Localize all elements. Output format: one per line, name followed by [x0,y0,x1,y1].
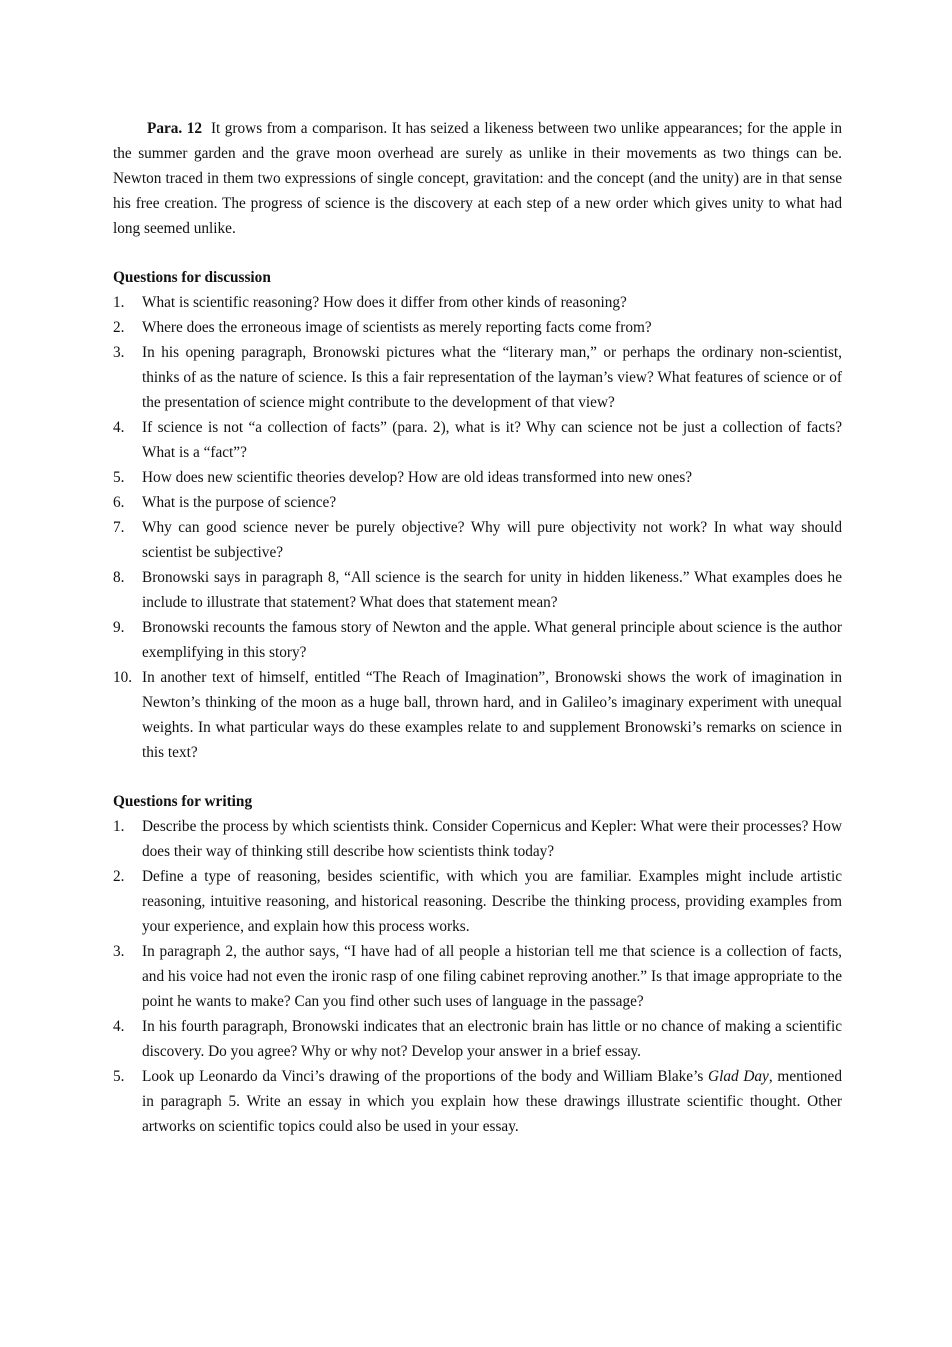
item-text-before: Look up Leonardo da Vinci’s drawing of the proportions of the body and William Blake’s [142,1068,709,1085]
item-number: 4. [113,1018,125,1035]
item-number: 9. [113,619,125,636]
item-text-after: , mentioned in paragraph 5. Write an essay in which you explain how these drawings illustrate scientific thought. Other artworks on scientific topics could also be used in your essay. [142,1068,842,1135]
item-number: 6. [113,494,125,511]
list-item [113,814,842,864]
list-item [113,615,842,665]
item-text: In another text of himself, entitled “The Reach of Imagination”, Bronowski shows the work of imagination in Newton’s thinking of the moon as a huge ball, thrown hard, and in Galileo’s imaginary experiment with unequal weights. In what particular ways do these examples relate to and supplement Bronowski’s remarks on science in this text? [142,669,842,761]
item-number: 1. [113,818,125,835]
item-number: 3. [113,943,125,960]
item-text: Why can good science never be purely objective? Why will pure objectivity not work? In what way should scientist be subjective? [142,519,842,561]
item-text: Bronowski recounts the famous story of Newton and the apple. What general principle about science is the author exemplifying in this story? [142,619,842,661]
list-item [113,864,842,939]
item-number: 10. [113,669,133,686]
item-number: 5. [113,1068,125,1085]
item-text: Bronowski says in paragraph 8, “All science is the search for unity in hidden likeness.” What examples does he include to illustrate that statement? What does that statement mean? [142,569,842,611]
item-text: How does new scientific theories develop? How are old ideas transformed into new ones? [142,469,693,486]
document-page [113,116,842,1139]
writing-heading: Questions for writing [113,793,253,810]
item-text: If science is not “a collection of facts” (para. 2), what is it? Why can science not be just a collection of facts? What is a “fact”? [142,419,842,461]
item-number: 2. [113,319,125,336]
list-item [113,1014,842,1064]
item-text: Define a type of reasoning, besides scientific, with which you are familiar. Examples might include artistic reasoning, intuitive reasoning, and historical reasoning. Describe the thinking process, providing examples from your experience, and explain how this process works. [142,868,842,935]
list-item [113,315,842,340]
item-text: What is the purpose of science? [142,494,337,511]
item-number: 4. [113,419,125,436]
item-number: 8. [113,569,125,586]
list-item [113,1064,842,1139]
list-item [113,665,842,765]
item-number: 3. [113,344,125,361]
item-number: 2. [113,868,125,885]
item-number: 1. [113,294,125,311]
list-item [113,340,842,415]
list-item [113,515,842,565]
item-number: 5. [113,469,125,486]
discussion-heading: Questions for discussion [113,269,271,286]
item-text: In paragraph 2, the author says, “I have had of all people a historian tell me that science is a collection of facts, and his voice had not even the ironic rasp of one filing cabinet reproving another.” Is that image appropriate to the point he wants to make? Can you find other such uses of language in the passage? [142,943,842,1010]
list-item [113,415,842,465]
discussion-questions-list [113,290,842,765]
paragraph-12 [113,116,842,241]
item-text: Describe the process by which scientists think. Consider Copernicus and Kepler: What were their processes? How does their way of thinking still describe how scientists think today? [142,818,842,860]
list-item [113,939,842,1014]
list-item [113,465,842,490]
item-number: 7. [113,519,125,536]
list-item [113,290,842,315]
paragraph-text: It grows from a comparison. It has seized a likeness between two unlike appearances; for the apple in the summer garden and the grave moon overhead are surely as unlike in their movements as two things can be. Newton traced in them two expressions of single concept, gravitation: and the concept (and the unity) are in that sense his free creation. The progress of science is the discovery at each step of a new order which gives unity to what had long seemed unlike. [113,120,842,237]
item-text: In his fourth paragraph, Bronowski indicates that an electronic brain has little or no chance of making a scientific discovery. Do you agree? Why or why not? Develop your answer in a brief essay. [142,1018,842,1060]
item-text: In his opening paragraph, Bronowski pictures what the “literary man,” or perhaps the ordinary non-scientist, thinks of as the nature of science. Is this a fair representation of the layman’s view? What features of science or of the presentation of science might contribute to the development of that view? [142,344,842,411]
list-item [113,565,842,615]
paragraph-label: Para. 12 [147,120,203,137]
item-text: Where does the erroneous image of scientists as merely reporting facts come from? [142,319,652,336]
writing-questions-list [113,814,842,1139]
list-item [113,490,842,515]
item-text: What is scientific reasoning? How does it differ from other kinds of reasoning? [142,294,627,311]
artwork-title: Glad Day [708,1068,769,1085]
